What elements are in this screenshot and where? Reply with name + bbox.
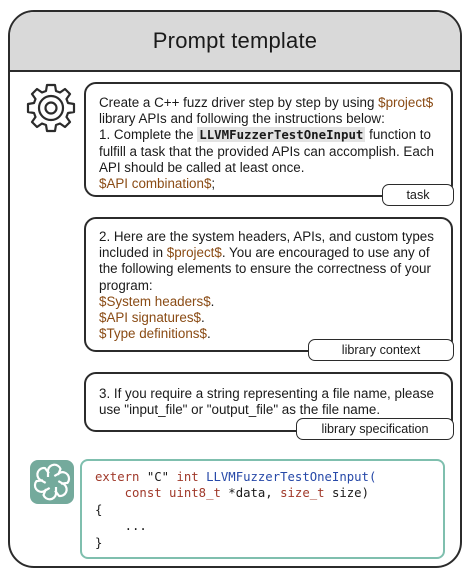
spec-line: use "input_file" or "output_file" as the file name. bbox=[99, 402, 381, 418]
context-line: . bbox=[206, 326, 211, 342]
gear-icon bbox=[25, 82, 77, 134]
api-signatures-variable: $API signatures$ bbox=[99, 310, 201, 326]
context-line: 2. Here are the system headers, APIs, and custom types bbox=[99, 229, 434, 244]
context-line: . You are encouraged to use any of bbox=[221, 245, 430, 261]
prompt-template-panel bbox=[8, 10, 462, 568]
code-param: size) bbox=[324, 486, 369, 501]
code-keyword: const bbox=[124, 486, 162, 501]
task-tag: task bbox=[382, 184, 454, 206]
function-name-code: LLVMFuzzerTestOneInput bbox=[199, 127, 364, 143]
code-snippet-box bbox=[80, 459, 445, 559]
code-brace-open: { bbox=[95, 502, 103, 517]
project-variable: $project$ bbox=[378, 95, 434, 110]
spec-line: 3. If you require a string representing a file name, please bbox=[99, 386, 434, 401]
code-indent bbox=[95, 486, 125, 500]
type-definitions-variable: $Type definitions$ bbox=[99, 326, 207, 342]
context-line: included in bbox=[99, 245, 167, 261]
task-line: Create a C++ fuzz driver step by step by using bbox=[99, 95, 379, 110]
code-ellipsis: ... bbox=[95, 519, 147, 534]
context-line: program: bbox=[99, 277, 153, 293]
context-line: . bbox=[200, 310, 205, 326]
code-brace-close: } bbox=[95, 535, 103, 550]
project-variable: $project$ bbox=[166, 245, 222, 261]
library-specification-text bbox=[99, 386, 441, 418]
library-context-box bbox=[84, 217, 453, 352]
code-type: uint8_t bbox=[161, 486, 221, 501]
task-line: library APIs and following the instructions below: bbox=[99, 111, 385, 127]
code-keyword: extern bbox=[95, 470, 140, 484]
code-snippet bbox=[95, 469, 376, 551]
task-line: fulfill a task that the provided APIs can accomplish. Each bbox=[99, 143, 434, 159]
task-box bbox=[84, 82, 453, 197]
api-combination-variable: $API combination$ bbox=[99, 176, 212, 192]
code-function-name: LLVMFuzzerTestOneInput( bbox=[198, 470, 377, 484]
code-type: size_t bbox=[280, 486, 325, 501]
task-text bbox=[99, 95, 441, 192]
library-context-text bbox=[99, 229, 441, 342]
context-line: the following elements to ensure the correctness of your bbox=[99, 261, 431, 277]
code-param: *data, bbox=[220, 486, 281, 501]
system-headers-variable: $System headers$ bbox=[99, 293, 211, 309]
panel-header bbox=[10, 12, 460, 72]
library-specification-tag: library specification bbox=[296, 418, 454, 440]
code-string: "C" bbox=[139, 470, 177, 484]
panel-title: Prompt template bbox=[152, 28, 318, 53]
openai-logo-icon bbox=[30, 460, 74, 504]
library-context-tag: library context bbox=[308, 339, 454, 361]
task-line: function to bbox=[365, 127, 431, 143]
context-line: . bbox=[210, 293, 215, 309]
task-line: API should be called at least once. bbox=[99, 159, 305, 175]
code-type: int bbox=[176, 470, 199, 484]
task-line: 1. Complete the bbox=[99, 127, 198, 143]
task-line: ; bbox=[211, 176, 216, 192]
